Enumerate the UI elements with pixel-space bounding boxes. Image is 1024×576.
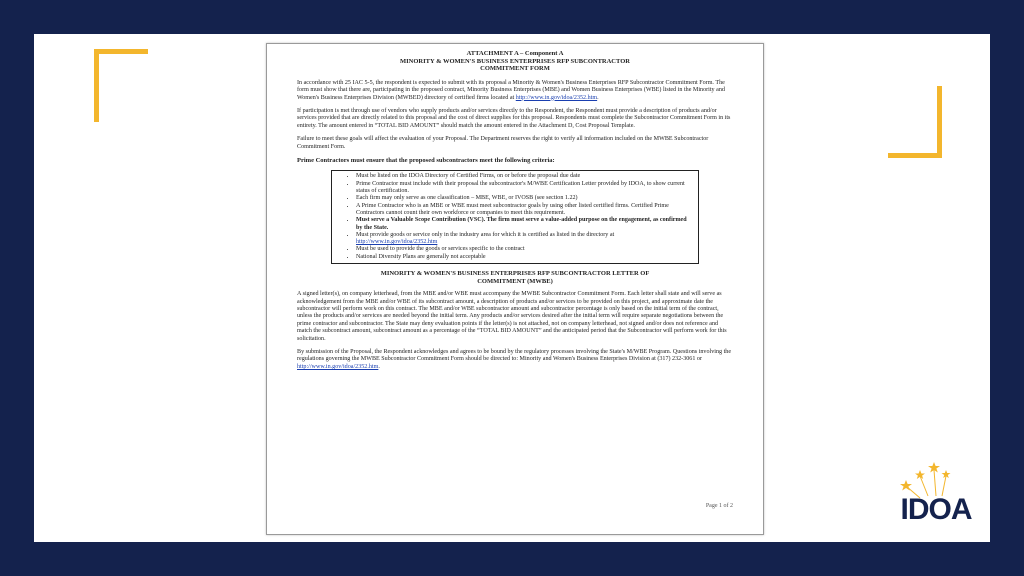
criteria-item: • Prime Contractor must include with their proposal the subcontractor's M/WBE Certification Letter provided by IDOA, to show current status of certification. bbox=[356, 181, 690, 196]
submission-text: By submission of the Proposal, the Respondent acknowledges and agrees to be bound by the regulatory processes involving the State's M/WBE Program. Questions involving the regulations governing the MWBE Subcontractor Commitment Form should be directed to: Minority and Women's Business Enterprises Division at (317) 232-3061 or bbox=[297, 349, 732, 363]
document-title bbox=[297, 50, 733, 73]
corner-bracket-right-horizontal bbox=[888, 153, 942, 158]
submission-link[interactable]: http://www.in.gov/idoa/2352.htm bbox=[297, 363, 379, 370]
criteria-item-text: Must provide goods or service only in the industry area for which it is certified as listed in the directory at bbox=[356, 231, 615, 238]
subtitle-line-1: MINORITY & WOMEN'S BUSINESS ENTERPRISES RFP SUBCONTRACTOR LETTER OF bbox=[380, 270, 650, 277]
criteria-heading: Prime Contractors must ensure that the proposed subcontractors meet the following criteria: bbox=[297, 157, 555, 165]
criteria-item: • National Diversity Plans are generally not acceptable bbox=[356, 254, 690, 261]
criteria-item: • Each firm may only serve as one classification – MBE, WBE, or IVOSB (see section 1.22) bbox=[356, 195, 690, 202]
criteria-box bbox=[331, 170, 699, 264]
title-line-2: MINORITY & WOMEN'S BUSINESS ENTERPRISES RFP SUBCONTRACTOR bbox=[400, 57, 630, 65]
criteria-item: • A Prime Contractor who is an MBE or WBE must meet subcontractor goals by using other listed certified firms. Certified Prime Contractors cannot count their own workforce or companies to meet this requirement. bbox=[356, 203, 690, 218]
intro-paragraph: In accordance with 25 IAC 5-5, the respondent is expected to submit with its proposal a Minority & Women's Business Enterprises RFP Subcontractor Commitment Form. The form must show that there are, participating in the proposed contract, Minority Business Enterprises (MBE) and Women Business Enterprises (WBE) listed in the Minority and Women's Business Enterprises Division (MWBED) directory of certified firms located at http://www.in.gov/idoa/2352.htm. bbox=[297, 79, 725, 101]
criteria-item-bold: • Must serve a Valuable Scope Contribution (VSC). The firm must serve a value-added purpose on the engagement, as confirmed by the State. bbox=[356, 217, 690, 232]
letter-paragraph: A signed letter(s), on company letterhead, from the MBE and/or WBE must accompany the MWBE Subcontractor Commitment Form. Each letter shall state and will serve as acknowledgement from the MBE and/or WBE of its subcontract amount, a description of products and/or services to be provided on this project, and approximate date the subcontractor will perform work on this contract. The MBE and/or WBE subcontractor amount and subcontractor percentage is only based on the initial term of the contract, unless the products and/or services are needed beyond the initial term. Any products and/or services desired after the initial term will require separate negotiations between the prime contractor and subcontractor. The State may deny evaluation points if the letter(s) is not attached, not on company letterhead, not signed and/or does not reference and match the subcontract amount, subcontract amount as a percentage of the “TOTAL BID AMOUNT” and the anticipated period that the Subcontractor will perform work for this solicitation. bbox=[297, 291, 727, 342]
page-number: Page 1 of 2 bbox=[705, 502, 733, 509]
criteria-directory-link[interactable]: http://www.in.gov/idoa/2352.htm bbox=[356, 239, 438, 246]
title-line-3: COMMITMENT FORM bbox=[480, 65, 550, 73]
idoa-logo bbox=[890, 460, 986, 532]
criteria-item: • Must be listed on the IDOA Directory of Certified Firms, on or before the proposal due date bbox=[356, 173, 690, 180]
corner-bracket-top-left-vertical bbox=[94, 49, 99, 122]
criteria-list bbox=[338, 173, 690, 261]
goals-paragraph: Failure to meet these goals will affect the evaluation of your Proposal. The Department reserves the right to verify all information included on the MWBE Subcontractor Commitment Form. bbox=[297, 136, 709, 150]
submission-paragraph: By submission of the Proposal, the Respondent acknowledges and agrees to be bound by the regulatory processes involving the State's M/WBE Program. Questions involving the regulations governing the MWBE Subcontractor Commitment Form should be directed to: Minority and Women's Business Enterprises Division at (317) 232-3061 or http://www.in.gov/idoa/2352.htm. bbox=[297, 349, 732, 370]
participation-paragraph: If participation is met through use of vendors who supply products and/or services directly to the Respondent, the Respondent must provide a description of products and/or services provided that are directly related to this proposal and the cost of direct supplies for this proposal. Respondents must complete the Subcontractor Commitment Form in its entirety. The amount entered in “TOTAL BID AMOUNT” should match the amount entered in the Attachment D, Cost Proposal Template. bbox=[297, 108, 731, 129]
logo-text: IDOA bbox=[900, 493, 972, 526]
document-page bbox=[266, 43, 764, 535]
corner-bracket-right-vertical bbox=[937, 86, 942, 158]
corner-bracket-top-left-horizontal bbox=[94, 49, 148, 54]
criteria-item: • Must be used to provide the goods or services specific to the contract bbox=[356, 246, 690, 253]
criteria-item-with-link bbox=[356, 232, 690, 247]
letter-section-title bbox=[297, 270, 733, 285]
title-line-1: ATTACHMENT A – Component A bbox=[466, 50, 564, 57]
intro-text: In accordance with 25 IAC 5-5, the respondent is expected to submit with its proposal a Minority & Women's Business Enterprises RFP Subcontractor Commitment Form. The form must show that there are, participating in the proposed contract, Minority Business Enterprises (MBE) and Women Business Enterprises (WBE) listed in the Minority and Women's Business Enterprises Division (MWBED) directory of certified firms located at bbox=[297, 79, 725, 101]
subtitle-line-2: COMMITMENT (MWBE) bbox=[477, 277, 553, 285]
idoa-directory-link[interactable]: http://www.in.gov/idoa/2352.htm bbox=[515, 94, 598, 101]
